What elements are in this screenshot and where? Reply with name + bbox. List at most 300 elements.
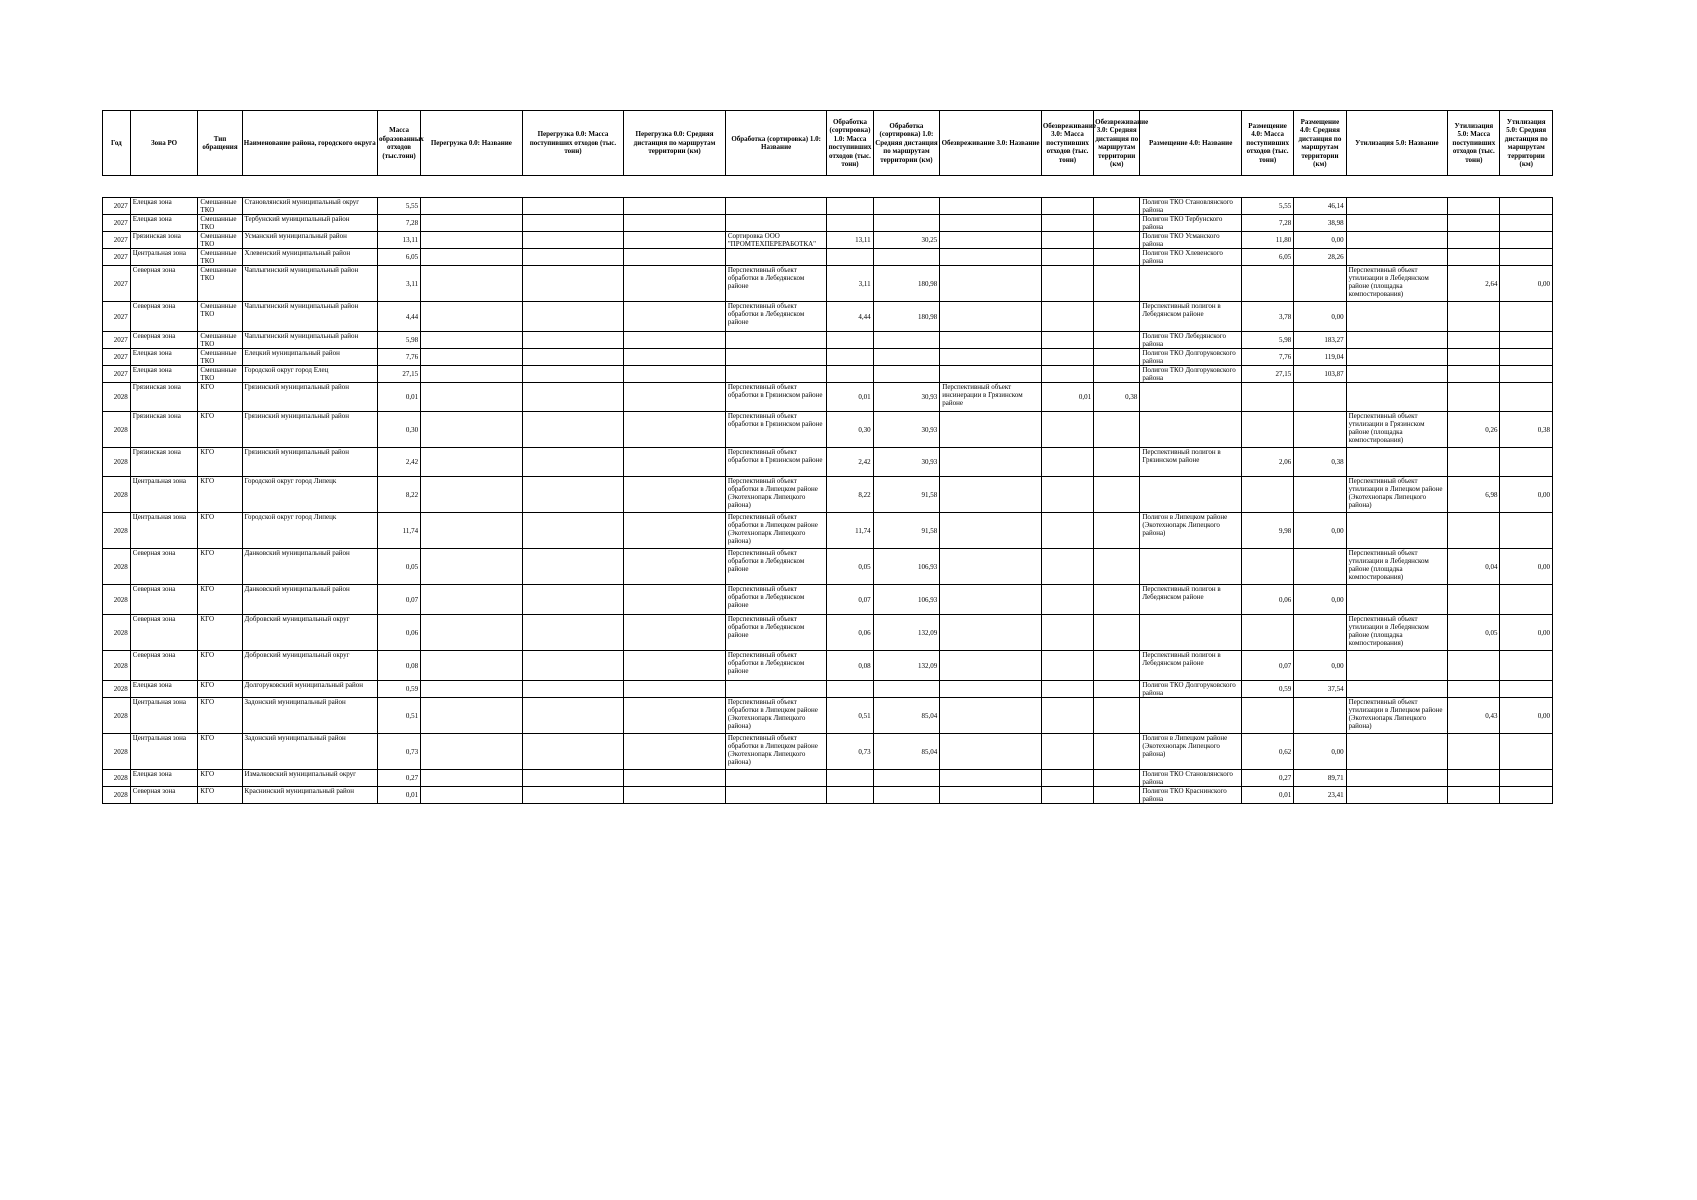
table-cell: 132,09 — [873, 651, 940, 681]
table-cell: 0,00 — [1500, 615, 1553, 651]
table-cell — [624, 215, 726, 232]
table-cell: 0,07 — [1241, 651, 1293, 681]
table-cell — [1041, 249, 1093, 266]
table-cell — [1500, 332, 1553, 349]
table-cell: 7,76 — [378, 349, 421, 366]
table-cell — [940, 770, 1042, 787]
table-cell — [1041, 513, 1093, 549]
table-cell: 6,05 — [378, 249, 421, 266]
table-cell: 2028 — [103, 651, 131, 681]
table-cell — [1094, 549, 1140, 585]
table-cell — [873, 332, 940, 349]
table-cell — [1041, 477, 1093, 513]
table-cell — [421, 513, 523, 549]
table-cell — [522, 615, 624, 651]
table-cell — [1500, 366, 1553, 383]
table-cell: Центральная зона — [130, 513, 198, 549]
table-cell: 0,01 — [378, 383, 421, 412]
table-cell — [1241, 412, 1293, 448]
table-cell: 0,30 — [378, 412, 421, 448]
table-cell: КГО — [198, 477, 242, 513]
table-cell — [940, 232, 1042, 249]
table-cell: КГО — [198, 787, 242, 804]
table-cell: Смешанные ТКО — [198, 302, 242, 332]
table-cell — [624, 477, 726, 513]
table-cell — [725, 332, 827, 349]
table-cell: 106,93 — [873, 549, 940, 585]
table-row — [103, 549, 1553, 585]
table-cell: 0,27 — [1241, 770, 1293, 787]
table-cell: 7,28 — [378, 215, 421, 232]
table-cell — [421, 412, 523, 448]
table-cell — [624, 585, 726, 615]
table-cell: 2,64 — [1448, 266, 1500, 302]
table-cell: 7,28 — [1241, 215, 1293, 232]
table-cell: 27,15 — [1241, 366, 1293, 383]
table-cell — [1346, 448, 1448, 477]
table-cell — [1041, 332, 1093, 349]
table-cell — [1448, 215, 1500, 232]
table-cell — [1500, 681, 1553, 698]
table-cell: Сортировка ООО "ПРОМТЕХПЕРЕРАБОТКА" — [725, 232, 827, 249]
table-cell: Смешанные ТКО — [198, 266, 242, 302]
table-cell: 0,00 — [1500, 477, 1553, 513]
table-cell: КГО — [198, 448, 242, 477]
table-cell: 30,25 — [873, 232, 940, 249]
table-cell: 2,42 — [827, 448, 873, 477]
table-cell: КГО — [198, 681, 242, 698]
table-cell — [1448, 734, 1500, 770]
table-cell — [1294, 698, 1346, 734]
table-cell: Краснинский муниципальный район — [242, 787, 377, 804]
table-cell: 30,93 — [873, 412, 940, 448]
table-cell: 0,05 — [1448, 615, 1500, 651]
table-cell — [522, 366, 624, 383]
table-cell — [1041, 215, 1093, 232]
table-cell: 91,58 — [873, 513, 940, 549]
table-cell — [873, 770, 940, 787]
table-cell — [1500, 302, 1553, 332]
table-cell — [1241, 477, 1293, 513]
table-cell: 180,98 — [873, 266, 940, 302]
table-cell: Перспективный объект утилизации в Липецком районе (Экотехнопарк Липецкого района) — [1346, 698, 1448, 734]
table-cell: 0,62 — [1241, 734, 1293, 770]
table-cell: Грязинский муниципальный район — [242, 383, 377, 412]
table-cell: Полигон в Липецком районе (Экотехнопарк Липецкого района) — [1140, 734, 1242, 770]
table-cell — [827, 681, 873, 698]
table-cell — [1041, 585, 1093, 615]
table-cell — [1094, 698, 1140, 734]
table-cell — [1346, 249, 1448, 266]
table-cell — [624, 349, 726, 366]
table-cell: Перспективный объект обработки в Лебедянском районе — [725, 266, 827, 302]
table-cell: 0,00 — [1294, 513, 1346, 549]
table-cell — [1500, 513, 1553, 549]
table-cell — [522, 302, 624, 332]
table-cell: 119,04 — [1294, 349, 1346, 366]
table-cell: 2028 — [103, 787, 131, 804]
table-cell: 13,11 — [827, 232, 873, 249]
table-cell — [624, 198, 726, 215]
table-cell: КГО — [198, 651, 242, 681]
table-cell: Смешанные ТКО — [198, 366, 242, 383]
table-cell — [1094, 198, 1140, 215]
table-cell — [421, 585, 523, 615]
table-cell: Долгоруковский муниципальный район — [242, 681, 377, 698]
table-cell — [1241, 266, 1293, 302]
table-cell: 11,80 — [1241, 232, 1293, 249]
table-row — [103, 585, 1553, 615]
table-cell: 2027 — [103, 198, 131, 215]
table-cell — [1500, 249, 1553, 266]
table-cell — [421, 549, 523, 585]
table-cell: 0,73 — [378, 734, 421, 770]
table-cell: Полигон ТКО Хлевенского района — [1140, 249, 1242, 266]
table-cell: 2,42 — [378, 448, 421, 477]
table-cell — [624, 787, 726, 804]
table-cell: 0,38 — [1500, 412, 1553, 448]
table-row — [103, 332, 1553, 349]
table-cell: 0,73 — [827, 734, 873, 770]
table-cell — [827, 349, 873, 366]
table-cell — [421, 232, 523, 249]
table-cell — [1094, 332, 1140, 349]
table-cell: 85,04 — [873, 698, 940, 734]
table-cell — [827, 198, 873, 215]
table-cell: Перспективный объект обработки в Липецком районе (Экотехнопарк Липецкого района) — [725, 513, 827, 549]
table-cell: 0,00 — [1500, 698, 1553, 734]
table-cell: Перспективный объект обработки в Липецком районе (Экотехнопарк Липецкого района) — [725, 477, 827, 513]
table-cell: Северная зона — [130, 787, 198, 804]
table-cell — [725, 366, 827, 383]
table-cell: Перспективный объект обработки в Липецком районе (Экотехнопарк Липецкого района) — [725, 698, 827, 734]
table-cell: Перспективный объект утилизации в Лебедянском районе (площадка компостирования) — [1346, 615, 1448, 651]
table-cell: Становлянский муниципальный округ — [242, 198, 377, 215]
table-cell: 2028 — [103, 585, 131, 615]
table-cell: Северная зона — [130, 651, 198, 681]
table-cell — [1140, 615, 1242, 651]
table-cell — [1448, 249, 1500, 266]
table-row — [103, 383, 1553, 412]
table-cell: Перспективный объект утилизации в Лебедянском районе (площадка компостирования) — [1346, 266, 1448, 302]
table-cell — [1041, 198, 1093, 215]
table-cell: Смешанные ТКО — [198, 249, 242, 266]
table-cell: 0,00 — [1294, 302, 1346, 332]
table-cell — [1094, 651, 1140, 681]
table-cell — [940, 302, 1042, 332]
table-cell — [1094, 734, 1140, 770]
table-cell: 0,05 — [378, 549, 421, 585]
table-cell: Грязинская зона — [130, 232, 198, 249]
table-cell — [421, 366, 523, 383]
column-header: Тип обращения — [198, 111, 242, 176]
table-cell — [725, 770, 827, 787]
table-cell — [624, 412, 726, 448]
table-cell — [827, 215, 873, 232]
table-cell — [522, 651, 624, 681]
table-cell — [421, 734, 523, 770]
table-cell — [1140, 698, 1242, 734]
table-cell — [421, 787, 523, 804]
table-row — [103, 698, 1553, 734]
table-cell — [624, 302, 726, 332]
column-header: Размещение 4.0: Масса поступивших отходов (тыс. тонн) — [1241, 111, 1293, 176]
table-cell: 2028 — [103, 698, 131, 734]
table-cell: Центральная зона — [130, 477, 198, 513]
table-cell — [522, 787, 624, 804]
table-cell: 0,30 — [827, 412, 873, 448]
table-cell — [1448, 448, 1500, 477]
table-cell: 180,98 — [873, 302, 940, 332]
table-cell — [940, 349, 1042, 366]
table-cell: Елецкая зона — [130, 366, 198, 383]
table-cell — [624, 770, 726, 787]
table-cell — [1041, 366, 1093, 383]
table-cell: Полигон ТКО Становлянского района — [1140, 770, 1242, 787]
header-row — [103, 111, 1553, 176]
table-cell: 5,55 — [378, 198, 421, 215]
table-cell — [522, 681, 624, 698]
table-cell: 4,44 — [378, 302, 421, 332]
table-cell — [1448, 302, 1500, 332]
table-cell: 0,07 — [378, 585, 421, 615]
table-cell: 2028 — [103, 383, 131, 412]
table-cell — [873, 198, 940, 215]
table-cell — [1346, 770, 1448, 787]
table-cell — [1448, 198, 1500, 215]
table-cell: 2028 — [103, 770, 131, 787]
table-cell — [873, 787, 940, 804]
table-row — [103, 770, 1553, 787]
table-cell — [940, 266, 1042, 302]
table-cell — [522, 770, 624, 787]
table-cell — [522, 698, 624, 734]
table-cell: Перспективный полигон в Лебедянском районе — [1140, 585, 1242, 615]
table-cell — [421, 698, 523, 734]
table-cell: Перспективный объект обработки в Грязинском районе — [725, 412, 827, 448]
table-cell — [940, 249, 1042, 266]
column-header: Год — [103, 111, 131, 176]
table-cell: Перспективный объект обработки в Липецком районе (Экотехнопарк Липецкого района) — [725, 734, 827, 770]
table-cell — [827, 366, 873, 383]
table-cell: Перспективный полигон в Лебедянском районе — [1140, 651, 1242, 681]
table-cell — [1094, 477, 1140, 513]
column-header: Обработка (сортировка) 1.0: Масса поступивших отходов (тыс. тонн) — [827, 111, 873, 176]
table-cell: 0,00 — [1294, 734, 1346, 770]
table-cell — [1346, 302, 1448, 332]
table-cell — [1500, 787, 1553, 804]
table-cell: Чаплыгинский муниципальный район — [242, 332, 377, 349]
table-cell — [873, 249, 940, 266]
table-cell: 0,05 — [827, 549, 873, 585]
table-cell: 0,59 — [378, 681, 421, 698]
table-cell — [1500, 215, 1553, 232]
table-cell: 11,74 — [378, 513, 421, 549]
table-cell: Данковский муниципальный район — [242, 549, 377, 585]
table-cell: 7,76 — [1241, 349, 1293, 366]
table-cell: 0,01 — [827, 383, 873, 412]
table-cell — [1448, 383, 1500, 412]
table-cell — [1294, 266, 1346, 302]
table-cell — [1346, 787, 1448, 804]
table-cell: Полигон ТКО Усманского района — [1140, 232, 1242, 249]
table-cell — [1041, 681, 1093, 698]
table-cell — [1346, 332, 1448, 349]
table-cell: 5,55 — [1241, 198, 1293, 215]
table-row — [103, 249, 1553, 266]
table-cell: Перспективный объект обработки в Лебедянском районе — [725, 651, 827, 681]
table-row — [103, 232, 1553, 249]
column-header: Размещение 4.0: Название — [1140, 111, 1242, 176]
table-cell — [1448, 770, 1500, 787]
table-cell — [522, 215, 624, 232]
column-header: Обработка (сортировка) 1.0: Название — [725, 111, 827, 176]
table-cell: 0,08 — [827, 651, 873, 681]
table-cell: Северная зона — [130, 266, 198, 302]
table-cell — [624, 448, 726, 477]
table-cell — [873, 215, 940, 232]
table-cell — [1041, 549, 1093, 585]
table-cell: Смешанные ТКО — [198, 198, 242, 215]
table-cell: КГО — [198, 585, 242, 615]
table-cell — [1448, 232, 1500, 249]
table-cell: 28,26 — [1294, 249, 1346, 266]
column-header: Размещение 4.0: Средняя дистанция по маршрутам территории (км) — [1294, 111, 1346, 176]
table-cell — [725, 215, 827, 232]
table-cell — [624, 651, 726, 681]
table-cell: Грязинская зона — [130, 448, 198, 477]
table-cell: Елецкая зона — [130, 770, 198, 787]
table-cell: 0,07 — [827, 585, 873, 615]
table-cell — [1294, 549, 1346, 585]
table-cell: 0,43 — [1448, 698, 1500, 734]
table-cell — [522, 249, 624, 266]
table-cell: 0,00 — [1500, 266, 1553, 302]
column-header: Масса образованных отходов (тыс.тонн) — [378, 111, 421, 176]
table-cell: Перспективный объект обработки в Грязинском районе — [725, 448, 827, 477]
column-header: Обезвреживание 3.0: Масса поступивших отходов (тыс. тонн) — [1041, 111, 1093, 176]
table-cell: Смешанные ТКО — [198, 232, 242, 249]
table-cell: КГО — [198, 770, 242, 787]
table-cell: 37,54 — [1294, 681, 1346, 698]
column-header: Утилизация 5.0: Средняя дистанция по маршрутам территории (км) — [1500, 111, 1553, 176]
column-header: Обезвреживание 3.0: Средняя дистанция по маршрутам территории (км) — [1094, 111, 1140, 176]
table-row — [103, 615, 1553, 651]
table-cell — [421, 448, 523, 477]
table-cell: Хлевенский муниципальный район — [242, 249, 377, 266]
table-cell: 0,51 — [378, 698, 421, 734]
table-cell: Смешанные ТКО — [198, 332, 242, 349]
table-cell — [421, 770, 523, 787]
table-row — [103, 651, 1553, 681]
table-cell — [1448, 366, 1500, 383]
table-cell — [1041, 615, 1093, 651]
table-cell: КГО — [198, 698, 242, 734]
table-cell — [624, 549, 726, 585]
table-cell: Полигон ТКО Краснинского района — [1140, 787, 1242, 804]
table-cell — [624, 332, 726, 349]
table-cell: Чаплыгинский муниципальный район — [242, 266, 377, 302]
table-cell — [624, 383, 726, 412]
table-cell — [940, 215, 1042, 232]
table-cell — [1094, 615, 1140, 651]
table-cell — [1094, 215, 1140, 232]
table-cell — [624, 615, 726, 651]
table-cell — [624, 249, 726, 266]
table-cell: КГО — [198, 734, 242, 770]
data-body — [103, 198, 1553, 804]
table-cell: 132,09 — [873, 615, 940, 651]
table-cell: Перспективный объект утилизации в Грязинском районе (площадка компостирования) — [1346, 412, 1448, 448]
table-cell — [1094, 302, 1140, 332]
table-cell: Тербунский муниципальный район — [242, 215, 377, 232]
table-cell — [1094, 681, 1140, 698]
table-cell: 2028 — [103, 734, 131, 770]
table-cell — [1448, 585, 1500, 615]
table-row — [103, 366, 1553, 383]
table-cell: Перспективный объект инсинерации в Грязинском районе — [940, 383, 1042, 412]
table-cell: 30,93 — [873, 448, 940, 477]
table-cell — [1346, 585, 1448, 615]
table-cell: Северная зона — [130, 615, 198, 651]
table-cell: 46,14 — [1294, 198, 1346, 215]
table-cell: 0,06 — [1241, 585, 1293, 615]
table-cell: Задонский муниципальный район — [242, 734, 377, 770]
table-cell: 2028 — [103, 448, 131, 477]
table-cell: Северная зона — [130, 332, 198, 349]
table-cell: Грязинский муниципальный район — [242, 448, 377, 477]
table-cell: Северная зона — [130, 549, 198, 585]
table-cell — [827, 787, 873, 804]
table-cell — [940, 681, 1042, 698]
table-cell: 0,08 — [378, 651, 421, 681]
table-cell: Полигон ТКО Долгоруковского района — [1140, 681, 1242, 698]
table-cell — [1041, 412, 1093, 448]
table-cell — [522, 198, 624, 215]
table-row — [103, 734, 1553, 770]
table-cell — [940, 549, 1042, 585]
table-cell: 2027 — [103, 332, 131, 349]
table-cell: 2028 — [103, 615, 131, 651]
table-cell — [1041, 266, 1093, 302]
table-cell: Перспективный полигон в Лебедянском районе — [1140, 302, 1242, 332]
table-cell — [624, 734, 726, 770]
table-cell — [1500, 383, 1553, 412]
table-cell — [522, 734, 624, 770]
column-header: Зона РО — [130, 111, 198, 176]
table-cell: Полигон ТКО Долгоруковского района — [1140, 349, 1242, 366]
table-cell — [1041, 698, 1093, 734]
table-cell — [940, 412, 1042, 448]
table-cell: КГО — [198, 549, 242, 585]
table-cell — [1241, 383, 1293, 412]
table-cell: 183,27 — [1294, 332, 1346, 349]
column-header: Утилизация 5.0: Масса поступивших отходов (тыс. тонн) — [1448, 111, 1500, 176]
table-cell: Городской округ город Елец — [242, 366, 377, 383]
table-cell — [1041, 734, 1093, 770]
column-header: Наименование района, городского округа — [242, 111, 377, 176]
table-cell: Перспективный объект обработки в Грязинском районе — [725, 383, 827, 412]
table-row — [103, 302, 1553, 332]
table-cell — [1346, 198, 1448, 215]
table-cell — [940, 585, 1042, 615]
table-cell — [1094, 448, 1140, 477]
table-cell: Полигон ТКО Тербунского района — [1140, 215, 1242, 232]
column-header: Перегрузка 0.0: Название — [421, 111, 523, 176]
table-cell — [827, 249, 873, 266]
table-cell — [1448, 513, 1500, 549]
table-cell — [827, 770, 873, 787]
